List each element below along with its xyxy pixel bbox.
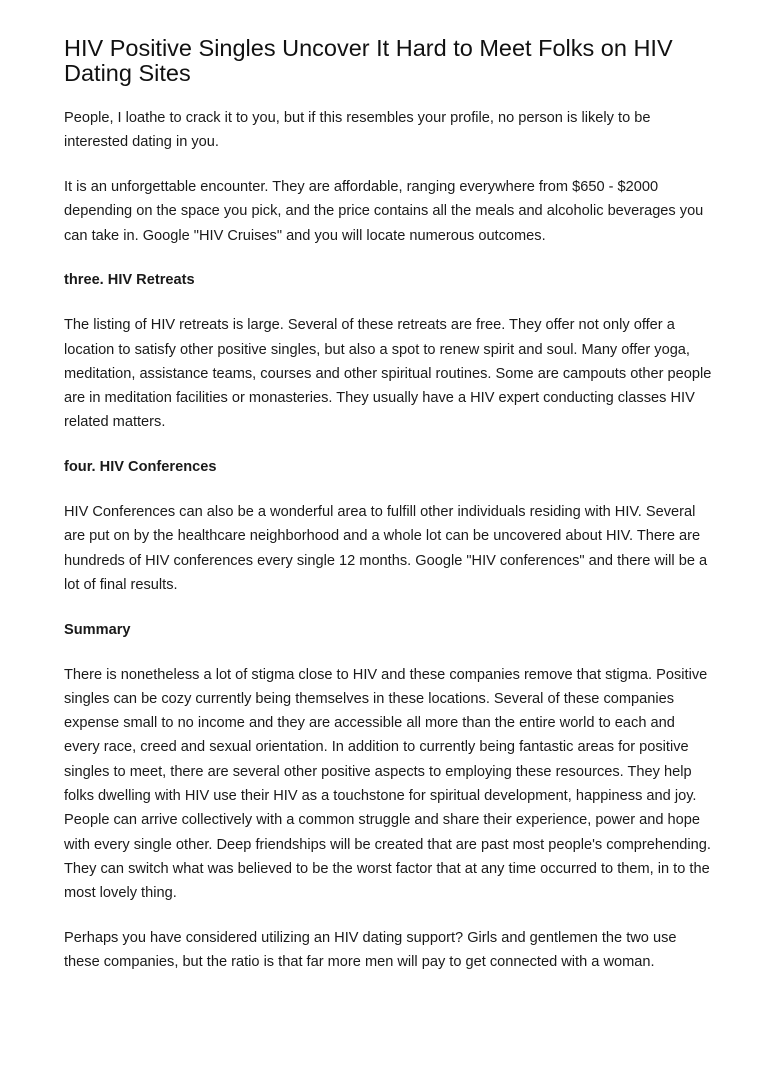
paragraph-retreats: The listing of HIV retreats is large. Several of these retreats are free. They offer not only offer a location to satisfy other positive singles, but also a spot to renew spirit and soul. Many offer yoga, meditation, assistance teams, courses and other spiritual routines. Some are campouts other people are in meditation facilities or monasteries. They usually have a HIV expert conducting classes HIV related matters. bbox=[64, 317, 712, 431]
paragraph-cruises: It is an unforgettable encounter. They are affordable, ranging everywhere from $650 - $2000 depending on the space you pick, and the price contains all the meals and alcoholic beverages you can take in. Google "HIV Cruises" and you will locate numerous outcomes. bbox=[64, 179, 704, 244]
paragraph-conferences: HIV Conferences can also be a wonderful area to fulfill other individuals residing with HIV. Several are put on by the healthcare neighborhood and a whole lot can be uncovered about HIV. There are hundreds of HIV conferences every single 12 months. Google "HIV conferences" and there will be a lot of final results. bbox=[64, 504, 708, 593]
paragraph-dating-support: Perhaps you have considered utilizing an HIV dating support? Girls and gentlemen the two use these companies, but the ratio is that far more men will pay to get connected with a woman. bbox=[64, 930, 677, 971]
document-page bbox=[64, 36, 714, 995]
paragraph-intro: People, I loathe to crack it to you, but if this resembles your profile, no person is likely to be interested dating in you. bbox=[64, 110, 651, 151]
section-heading-summary: Summary bbox=[64, 621, 131, 638]
section-heading-conferences: four. HIV Conferences bbox=[64, 459, 217, 476]
section-heading-retreats: three. HIV Retreats bbox=[64, 272, 195, 289]
document-title: HIV Positive Singles Uncover It Hard to Meet Folks on HIV Dating Sites bbox=[64, 35, 673, 86]
paragraph-summary: There is nonetheless a lot of stigma close to HIV and these companies remove that stigma. Positive singles can be cozy currently being themselves in these locations. Several of these companies expense small to no income and they are accessible all more than the entire world to each and every race, creed and sexual orientation. In addition to currently being fantastic areas for positive singles to meet, there are several other positive aspects to employing these resources. They help folks dwelling with HIV use their HIV as a touchstone for spiritual development, happiness and joy. People can arrive collectively with a common struggle and share their experience, power and hope with every single other. Deep friendships will be created that are past most people's comprehending. They can switch what was believed to be the worst factor that at any time occurred to them, in to the most lovely thing. bbox=[64, 666, 711, 902]
